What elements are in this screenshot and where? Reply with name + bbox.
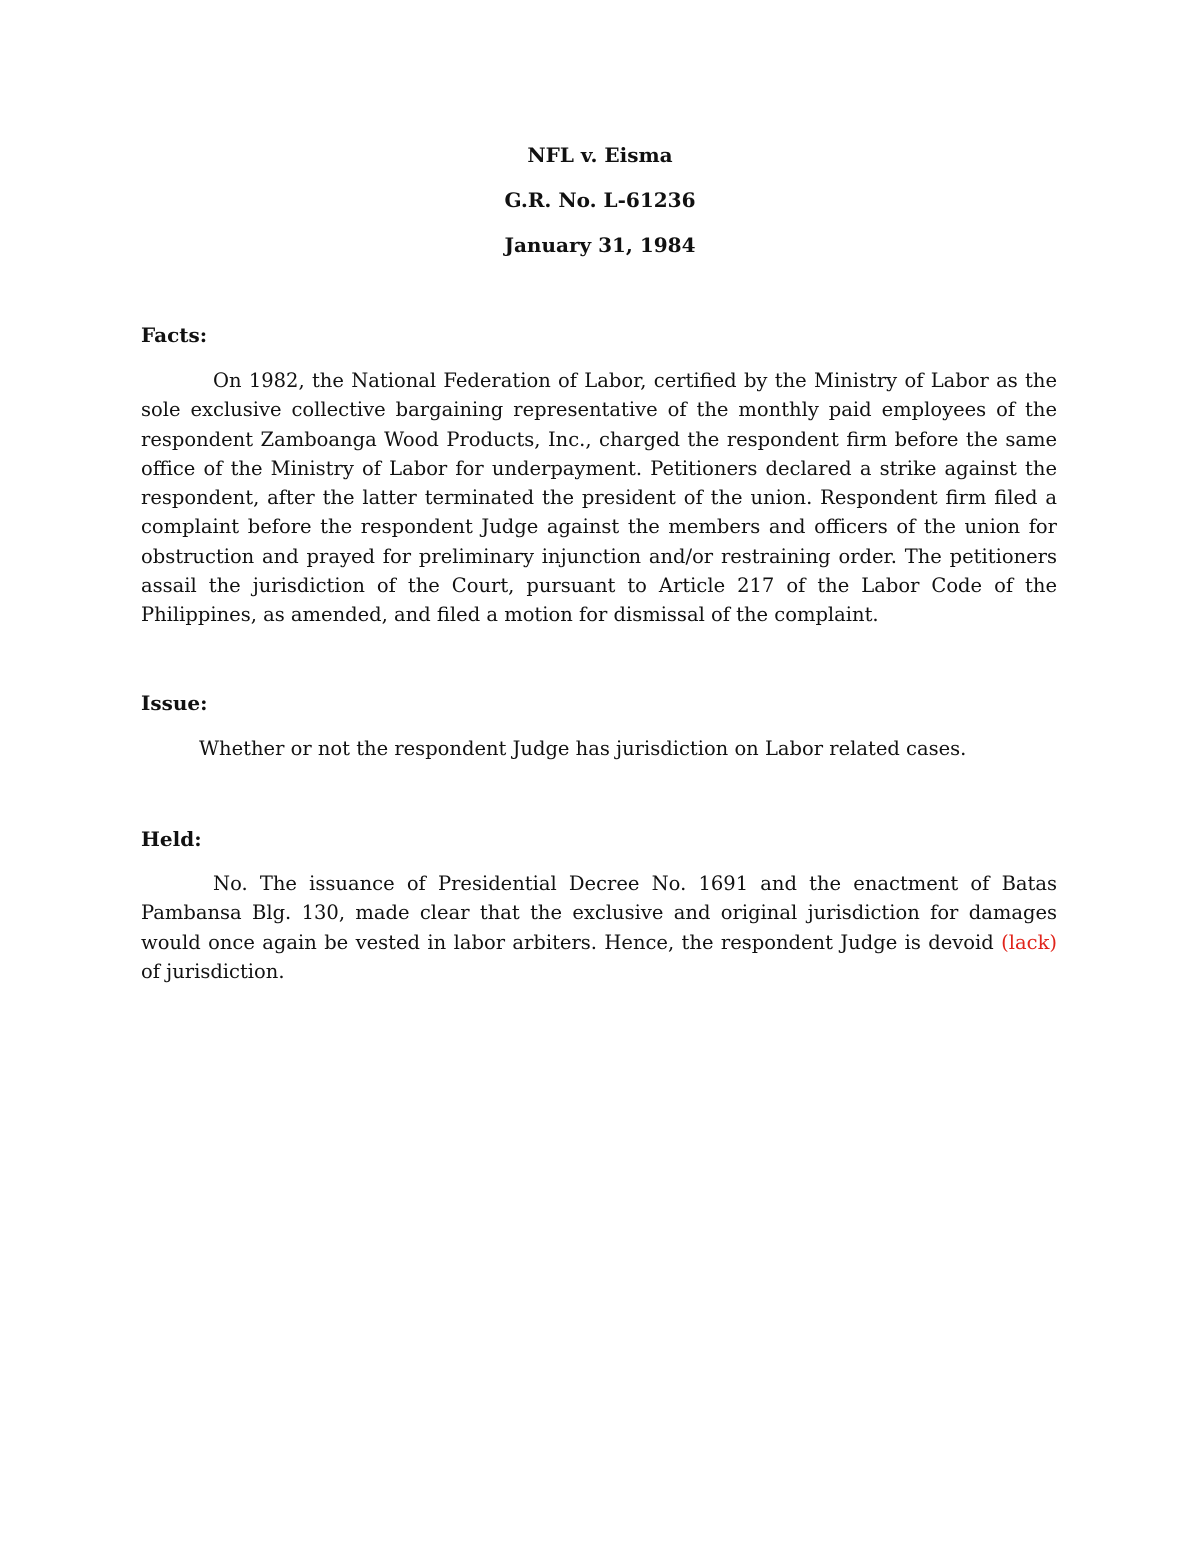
- issue-heading: Issue:: [141, 691, 208, 715]
- held-text-before: No. The issuance of Presidential Decree No. 1691 and the enactment of Batas Pambansa Blg. 130, made clear that the exclusive and original jurisdiction for damages would once again be vested in labor arbiters. Hence, the respondent Judge is devoid: [141, 872, 1057, 954]
- facts-heading: Facts:: [141, 323, 208, 347]
- case-date: January 31, 1984: [504, 233, 696, 257]
- held-paragraph: [141, 869, 1057, 986]
- case-header: [0, 140, 1200, 275]
- facts-paragraph: On 1982, the National Federation of Labor, certified by the Ministry of Labor as the sole exclusive collective bargaining representative of the monthly paid employees of the respondent Zamboanga Wood Products, Inc., charged the respondent firm before the same office of the Ministry of Labor for underpayment. Petitioners declared a strike against the respondent, after the latter terminated the president of the union. Respondent firm filed a complaint before the respondent Judge against the members and officers of the union for obstruction and prayed for preliminary injunction and/or restraining order. The petitioners assail the jurisdiction of the Court, pursuant to Article 217 of the Labor Code of the Philippines, as amended, and filed a motion for dismissal of the complaint.: [141, 369, 1057, 627]
- held-heading: Held:: [141, 827, 202, 851]
- held-lack-note: (lack): [1001, 930, 1057, 954]
- case-number: G.R. No. L-61236: [504, 188, 696, 212]
- issue-paragraph: Whether or not the respondent Judge has jurisdiction on Labor related cases.: [199, 737, 967, 760]
- held-text-after: of jurisdiction.: [141, 959, 285, 983]
- case-title: NFL v. Eisma: [527, 143, 673, 167]
